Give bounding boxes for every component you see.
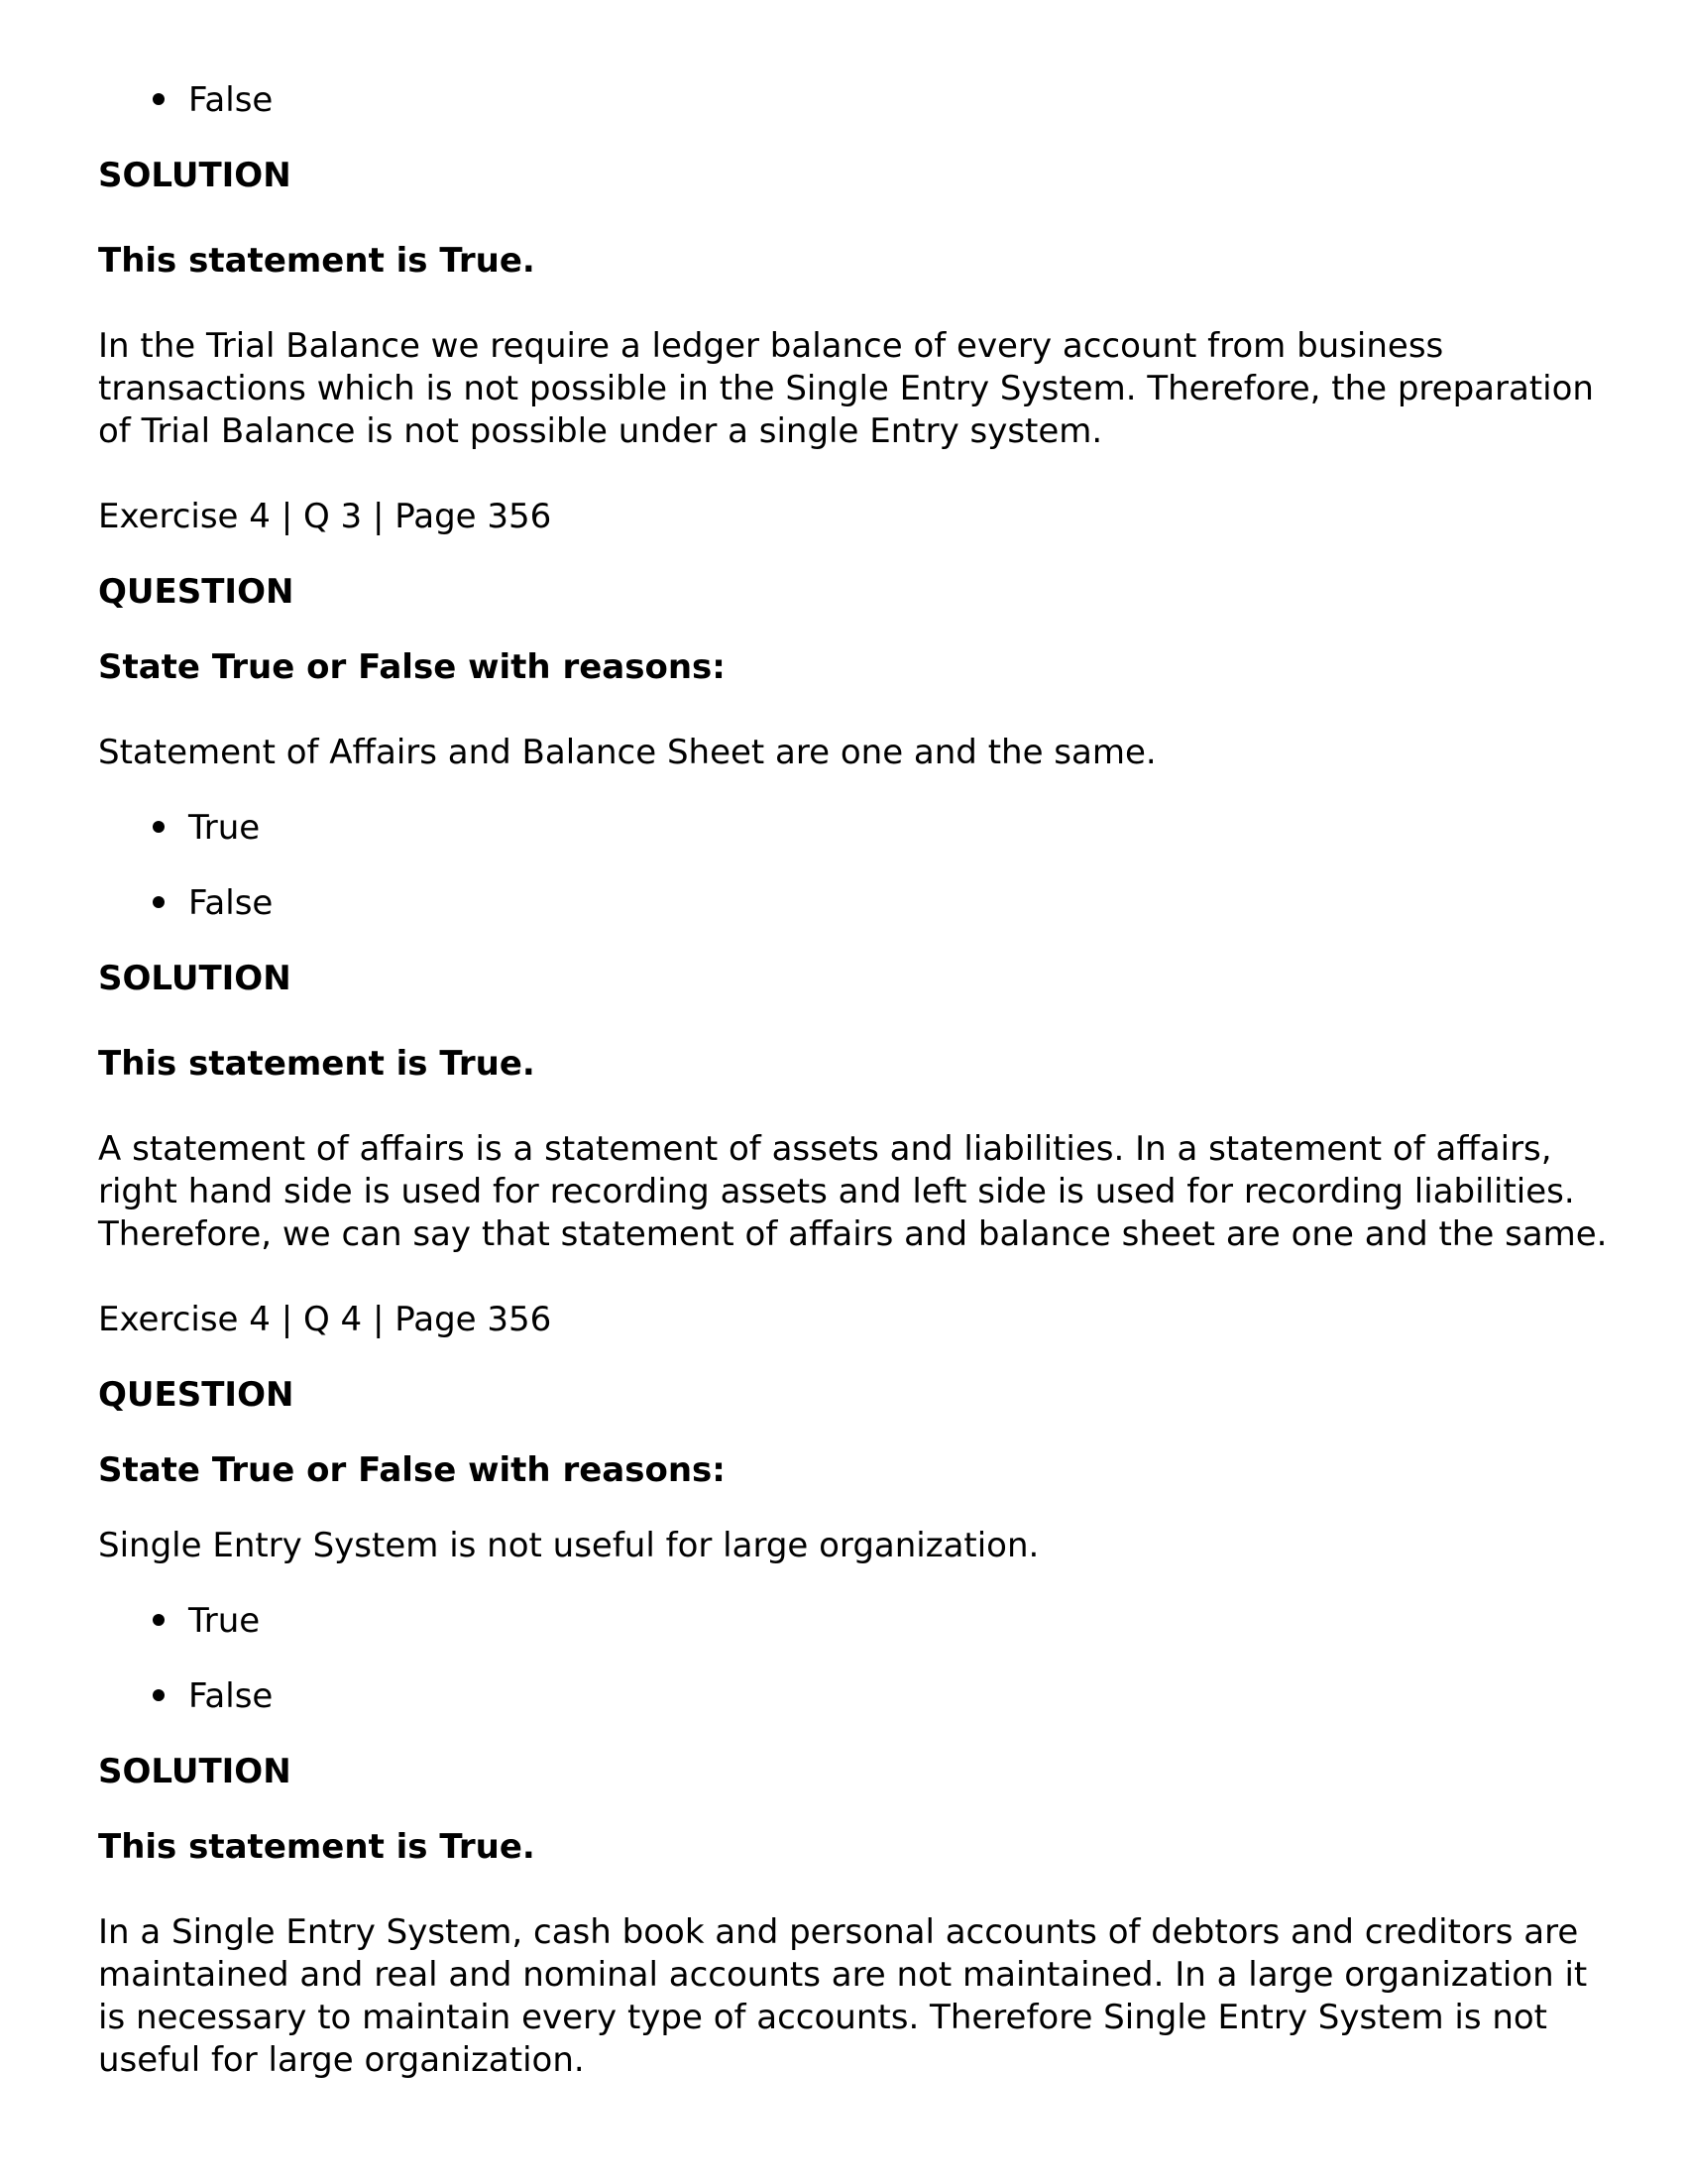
answer-text: This statement is True. [98, 241, 535, 281]
answer-text: This statement is True. [98, 1044, 535, 1084]
bullet-icon [153, 1614, 165, 1626]
option-label: False [188, 80, 274, 120]
option-false [153, 882, 273, 925]
solution-heading: SOLUTION [98, 156, 291, 195]
explanation-line: is necessary to maintain every type of accounts. Therefore Single Entry System is not [98, 1998, 1548, 2037]
option-true [153, 1600, 260, 1643]
explanation-line: In a Single Entry System, cash book and personal accounts of debtors and creditors are [98, 1912, 1579, 1952]
option-false [153, 1675, 273, 1718]
explanation-line: right hand side is used for recording assets and left side is used for recording liabilities. [98, 1172, 1575, 1211]
solution-heading: SOLUTION [98, 959, 291, 998]
question-prompt: State True or False with reasons: [98, 647, 726, 687]
option-label: False [188, 1676, 274, 1716]
exercise-reference: Exercise 4 | Q 3 | Page 356 [98, 497, 552, 536]
option-true [153, 807, 260, 850]
explanation-line: A statement of affairs is a statement of assets and liabilities. In a statement of affairs, [98, 1129, 1552, 1169]
option-label: True [188, 808, 261, 848]
document-page [98, 0, 1608, 2184]
explanation-line: maintained and real and nominal accounts are not maintained. In a large organization it [98, 1955, 1588, 1995]
solution-heading: SOLUTION [98, 1752, 291, 1791]
option-label: True [188, 1601, 261, 1641]
explanation-line: transactions which is not possible in the Single Entry System. Therefore, the preparation [98, 369, 1594, 408]
bullet-icon [153, 93, 165, 105]
answer-text: This statement is True. [98, 1827, 535, 1867]
question-heading: QUESTION [98, 572, 294, 612]
question-prompt: State True or False with reasons: [98, 1450, 726, 1490]
option-label: False [188, 883, 274, 923]
bullet-icon [153, 896, 165, 908]
question-statement: Statement of Affairs and Balance Sheet are one and the same. [98, 733, 1157, 772]
explanation-line: useful for large organization. [98, 2040, 585, 2080]
bullet-icon [153, 1689, 165, 1701]
explanation-line: In the Trial Balance we require a ledger balance of every account from business [98, 326, 1444, 366]
option-false [153, 79, 273, 122]
explanation-line: Therefore, we can say that statement of affairs and balance sheet are one and the same. [98, 1214, 1608, 1254]
exercise-reference: Exercise 4 | Q 4 | Page 356 [98, 1300, 552, 1339]
explanation-line: of Trial Balance is not possible under a single Entry system. [98, 411, 1103, 451]
bullet-icon [153, 821, 165, 833]
question-heading: QUESTION [98, 1375, 294, 1415]
question-statement: Single Entry System is not useful for large organization. [98, 1526, 1040, 1565]
